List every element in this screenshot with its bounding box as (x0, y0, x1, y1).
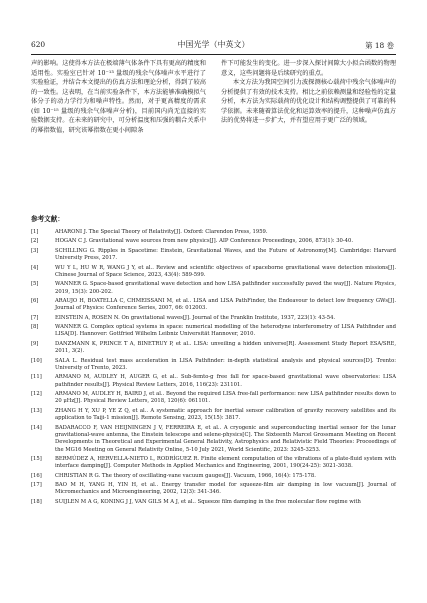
reference-text: ARAUJO H, BOATELLA C, CHMEISSANI M, et al.. LISA and LISA PathFinder, the Endeavour to detect low frequency GWs[J]. Journal of Physics: Conference Series, 2007, 66: 012003. (55, 297, 396, 312)
reference-text: BADARACCO F, VAN HEIJNINGEN J V, FERREIRA E, et al.. A cryogenic and superconducting inertial sensor for the lunar gravitational-wave antenna, the Einstein telescope and selene-physics[C]. The Sixteenth Marcel Grossmann Meeting on Recent Developments in Theoretical and Experimental General Relativity, Astrophysics and Relativistic Field Theories: Proceedings of the MG16 Meeting on General Relativity Online, 5-10 July 2021, World Scientific, 2023: 3245-3253. (55, 424, 396, 453)
reference-item (31, 265, 396, 280)
reference-item (31, 499, 396, 506)
reference-item (31, 374, 396, 389)
reference-number: [17] (31, 482, 42, 489)
reference-item (31, 229, 396, 236)
reference-number: [13] (31, 407, 42, 414)
reference-item (31, 298, 396, 313)
reference-number: [15] (31, 455, 42, 462)
body-column-right (221, 59, 396, 126)
reference-number: [9] (31, 340, 39, 347)
reference-number: [4] (31, 264, 39, 271)
reference-item (31, 315, 396, 322)
reference-text: ARMANO M, AUDLEY H, BAIRD J, et al.. Beyond the required LISA free-fall performance: new LISA pathfinder results down to 20 μHz[J]. Physical Review Letters, 2018, 120(6): 061101. (55, 391, 396, 405)
reference-number: [6] (31, 297, 39, 304)
reference-number: [5] (31, 281, 39, 288)
reference-number: [3] (31, 247, 39, 254)
reference-item (31, 408, 396, 423)
reference-text: SUIJLEN M A G, KONING J J, VAN GILS M A J, et al.. Squeeze film damping in the free molecular flow regime with (55, 498, 361, 505)
reference-item (31, 391, 396, 406)
reference-number: [2] (31, 238, 39, 245)
body-paragraph: 件下可能发生的变化。进一步深入探讨间隙大小拟合函数的物理意义，这些问题将是后续研究的重点。 (221, 60, 396, 77)
reference-text: ZHANG H Y, XU P, YE Z Q, et al.. A systematic approach for inertial sensor calibration of gravity recovery satellites and its application to Taiji-1 mission[J]. Remote Sensing, 2023, 15(15): 3817. (55, 407, 396, 422)
reference-number: [8] (31, 324, 39, 331)
body-column-left (31, 59, 206, 135)
body-paragraph: 声的影响。这使得本方法在极端薄气体条件下具有更高的精度和适用性。实验室已针对 10⁻¹³ 量级的残余气体噪声水平进行了实验验证，并结合本文提出的仿真方法和理论分析，得到了较高的一致性。这表明，在当前实验条件下，本方法能够准确模拟气体分子的动力学行为和噪声特性。然而，对于更高精度的需求(如 10⁻¹⁵ 量级的残余气体噪声分析)，目前国内尚无直接的实验数据支持。在未来的研究中，可分析温度和压强的耦合关系中的幂指数值，研究该幂指数在更小间隙条 (31, 60, 206, 134)
reference-item (31, 425, 396, 454)
reference-number: [14] (31, 424, 42, 431)
reference-item (31, 324, 396, 339)
reference-text: HOGAN C J. Gravitational wave sources from new physics[J]. AIP Conference Proceedings, 2006, 873(1): 30-40. (55, 238, 354, 245)
reference-item (31, 456, 396, 471)
reference-text: WANNER G. Space-based gravitational wave detection and how LISA pathfinder successfully paved the way[J]. Nature Physics, 2019, 15(3): 200-202. (55, 281, 396, 295)
reference-number: [11] (31, 374, 42, 381)
reference-text: DANZMANN K, PRINCE T A, BINETRUY P, et al.. LISA: unveiling a hidden universe[R]. Assessment Study Report ESA/SRE, 2011, 3(2). (55, 340, 396, 355)
reference-number: [7] (31, 314, 39, 321)
reference-number: [12] (31, 391, 42, 398)
reference-text: AHARONI J. The Special Theory of Relativity[J]. Oxford: Clarendon Press, 1959. (55, 229, 268, 235)
reference-text: WU Y L, HU W R, WANG J Y, et al.. Review and scientific objectives of spaceborne gravitational wave detection missions[J]. Chinese Journal of Space Science, 2023, 43(4): 589-599. (55, 264, 396, 278)
reference-item (31, 248, 396, 263)
page-header (0, 38, 427, 52)
reference-number: [16] (31, 472, 42, 479)
reference-text: BAO M H, YANG H, YIN H, et al.. Energy transfer model for squeeze-film air damping in low vacuum[J]. Journal of Micromechanics and Microengineering, 2002, 12(3): 341-346. (55, 482, 396, 496)
reference-number: [18] (31, 498, 42, 505)
reference-item (31, 473, 396, 480)
reference-list (31, 229, 396, 508)
volume-label: 第 18 卷 (365, 41, 394, 50)
reference-text: CHRISTIAN R G. The theory of oscillating-vane vacuum gauges[J]. Vacuum, 1966, 16(4): 175-178. (55, 472, 316, 479)
reference-text: BERMÚDEZ A, HERVELLA-NIETO L, RODRÍGUEZ R. Finite element computation of the vibrations of a plate-fluid system with interface damping[J]. Computer Methods in Applied Mechanics and Engineering, 2001, 190(24-25): 3021-3038. (55, 455, 396, 470)
reference-text: WANNER G. Complex optical systems in space: numerical modelling of the heterodyne interferometry of LISA Pathfinder and LISA[D]. Hannover: Gottfried Wilhelm Leibniz Universität Hannover, 2010. (55, 324, 396, 338)
references-heading: 参考文献： (31, 215, 64, 223)
reference-text: SALA L. Residual test mass acceleration in LISA Pathfinder: in-depth statistical analysis and physical sources[D]. Trento: University of Trento, 2023. (55, 357, 396, 371)
reference-item (31, 281, 396, 296)
reference-text: ARMANO M, AUDLEY H, AUGER G, et al.. Sub-femto-g free fall for space-based gravitational wave observatories: LISA pathfinder results[J]. Physical Review Letters, 2016, 116(23): 231101. (55, 374, 396, 388)
reference-number: [1] (31, 229, 39, 235)
reference-item (31, 482, 396, 497)
reference-text: EINSTEIN A, ROSEN N. On gravitational waves[J]. Journal of the Franklin Institute, 1937, 223(1): 43-54. (55, 314, 336, 321)
reference-number: [10] (31, 357, 42, 364)
journal-title: 中国光学（中英文） (177, 40, 250, 49)
reference-item (31, 358, 396, 373)
reference-item (31, 341, 396, 356)
header-rule (31, 54, 396, 55)
reference-item (31, 238, 396, 245)
body-paragraph: 本文方法为我国空间引力波探测核心载荷中残余气体噪声的分析提供了有效的技术支持。相比之前依赖测量和经验性的定量分析，本方法为实际载荷的优化设计和结构调整提供了可靠的科学依据。未来随着算法优化和运算效率的提升，这种噪声仿真方法的优势将进一步扩大，并有望应用于更广泛的领域。 (221, 79, 396, 125)
page-number: 620 (31, 40, 46, 49)
reference-text: SCHILLING G. Ripples in Spacetime: Einstein, Gravitational Waves, and the Future of Astronomy[M]. Cambridge: Harvard University Press, 2017. (55, 247, 396, 262)
